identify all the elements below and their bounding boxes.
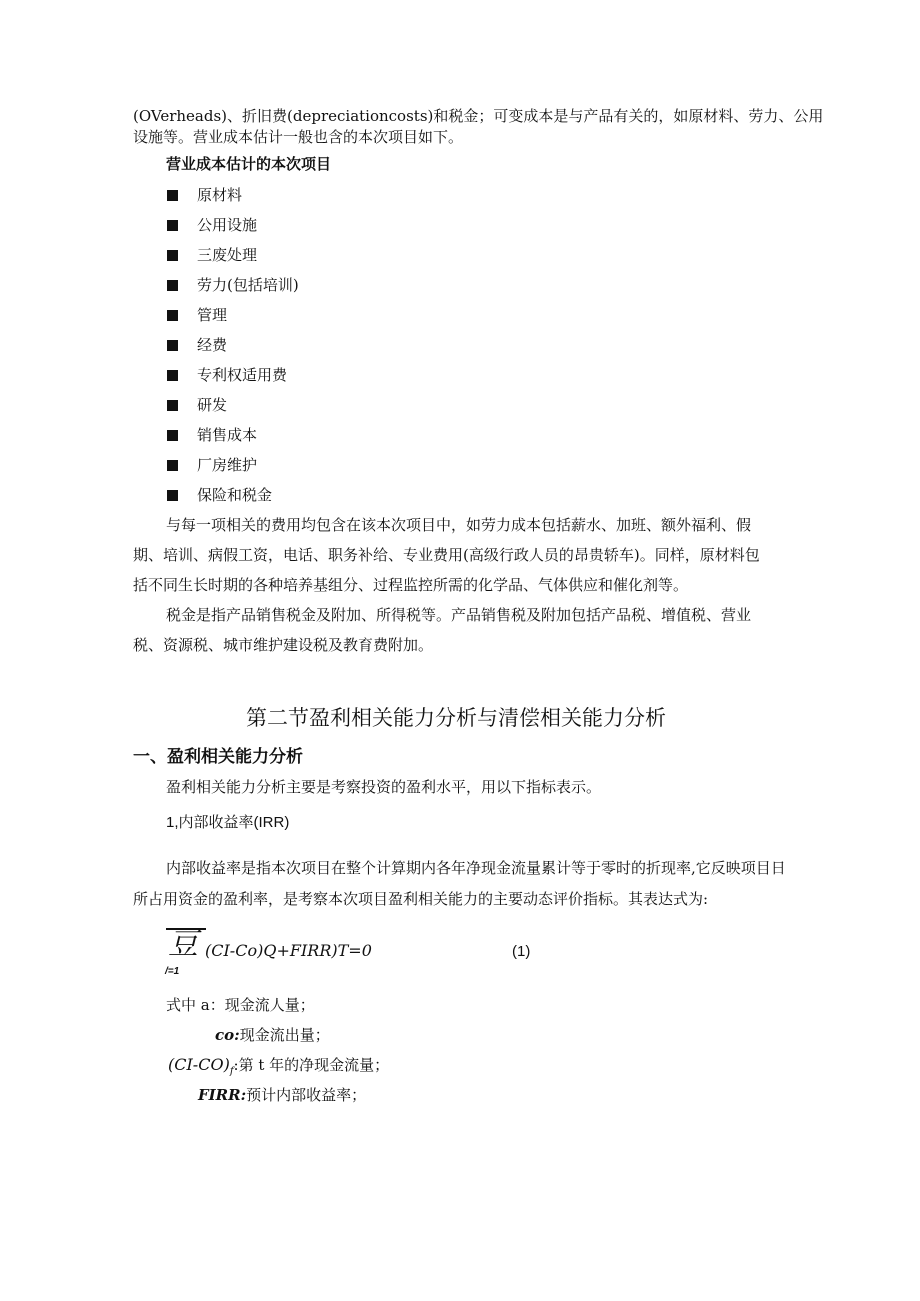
section-title: 第二节盈利相关能力分析与清偿相关能力分析 (246, 706, 666, 730)
formula-number: (1) (512, 943, 531, 960)
bullet-square-icon (167, 400, 178, 411)
para1-line-2: 期、培训、病假工资，电话、职务补给、专业费用(高级行政人员的昂贵轿车)。同样，原材料包 (133, 546, 760, 564)
definition-co-text: 现金流出量； (239, 1026, 330, 1044)
bullet-square-icon (167, 430, 178, 441)
bullet-square-icon (167, 190, 178, 201)
list-item-label: 原材料 (197, 186, 243, 204)
definition-firr (198, 1085, 366, 1105)
definition-firr-symbol: FIRR: (198, 1086, 247, 1104)
formula-expression: (CI-Co)Q+FIRR)T=0 (205, 941, 372, 960)
para1-line-1: 与每一项相关的费用均包含在该本次项目中，如劳力成本包括薪水、加班、额外福利、假 (166, 516, 752, 534)
formula-lower-limit: /=1 (165, 966, 180, 977)
bullet-square-icon (167, 490, 178, 501)
list-title: 营业成本估计的本次项目 (166, 156, 332, 173)
bullet-square-icon (167, 370, 178, 381)
definition-co-symbol: co: (215, 1026, 240, 1044)
bullet-square-icon (167, 460, 178, 471)
bullet-square-icon (167, 310, 178, 321)
bullet-square-icon (167, 340, 178, 351)
definition-ci: 式中 a：现金流人量； (166, 996, 315, 1014)
bullet-square-icon (167, 280, 178, 291)
list-item-label: 销售成本 (197, 426, 258, 444)
list-item-label: 管理 (197, 306, 228, 324)
para2-line-1: 税金是指产品销售税金及附加、所得税等。产品销售税及附加包括产品税、增值税、营业 (166, 606, 752, 624)
list-item-label: 研发 (197, 396, 228, 414)
para4-line-1: 内部收益率是指本次项目在整个计算期内各年净现金流量累计等于零时的折现率,它反映项目日 (166, 859, 786, 877)
para4-line-2: 所占用资金的盈利率，是考察本次项目盈利相关能力的主要动态评价指标。其表达式为: (133, 890, 709, 908)
list-item-label: 专利权适用费 (197, 366, 288, 384)
definition-co (215, 1025, 330, 1045)
para3: 盈利相关能力分析主要是考察投资的盈利水平，用以下指标表示。 (166, 778, 602, 796)
formula-sigma-symbol: 豆 (168, 927, 198, 962)
list-item-label: 厂房维护 (197, 456, 258, 474)
definition-net-cash (168, 1055, 389, 1082)
list-item-label: 公用设施 (197, 216, 258, 234)
list-item-label: 经费 (197, 336, 228, 354)
item-irr-title: 1,内部收益率(IRR) (166, 814, 290, 831)
bullet-square-icon (167, 220, 178, 231)
definition-net-cash-text: :第 t 年的净现金流量； (233, 1056, 390, 1074)
intro-line-2: 设施等。营业成本估计一般也含的本次项目如下。 (133, 128, 464, 146)
list-item-label: 劳力(包括培训) (197, 276, 299, 294)
list-item-label: 保险和税金 (197, 486, 273, 504)
subsection-title: 一、盈利相关能力分析 (133, 747, 303, 767)
definition-net-cash-symbol: (CI-CO) (168, 1055, 230, 1074)
definition-firr-text: 预计内部收益率； (246, 1086, 367, 1104)
intro-line-1: (OVerheads)、折旧费(depreciationcosts)和税金；可变成本是与产品有关的，如原材料、劳力、公用 (133, 107, 824, 125)
para1-line-3: 括不同生长时期的各种培养基组分、过程监控所需的化学品、气体供应和催化剂等。 (133, 576, 689, 594)
definition-net-cash-subscript: f (229, 1066, 234, 1077)
list-item-label: 三废处理 (197, 246, 258, 264)
para2-line-2: 税、资源税、城市维护建设税及教育费附加。 (133, 636, 434, 654)
bullet-square-icon (167, 250, 178, 261)
